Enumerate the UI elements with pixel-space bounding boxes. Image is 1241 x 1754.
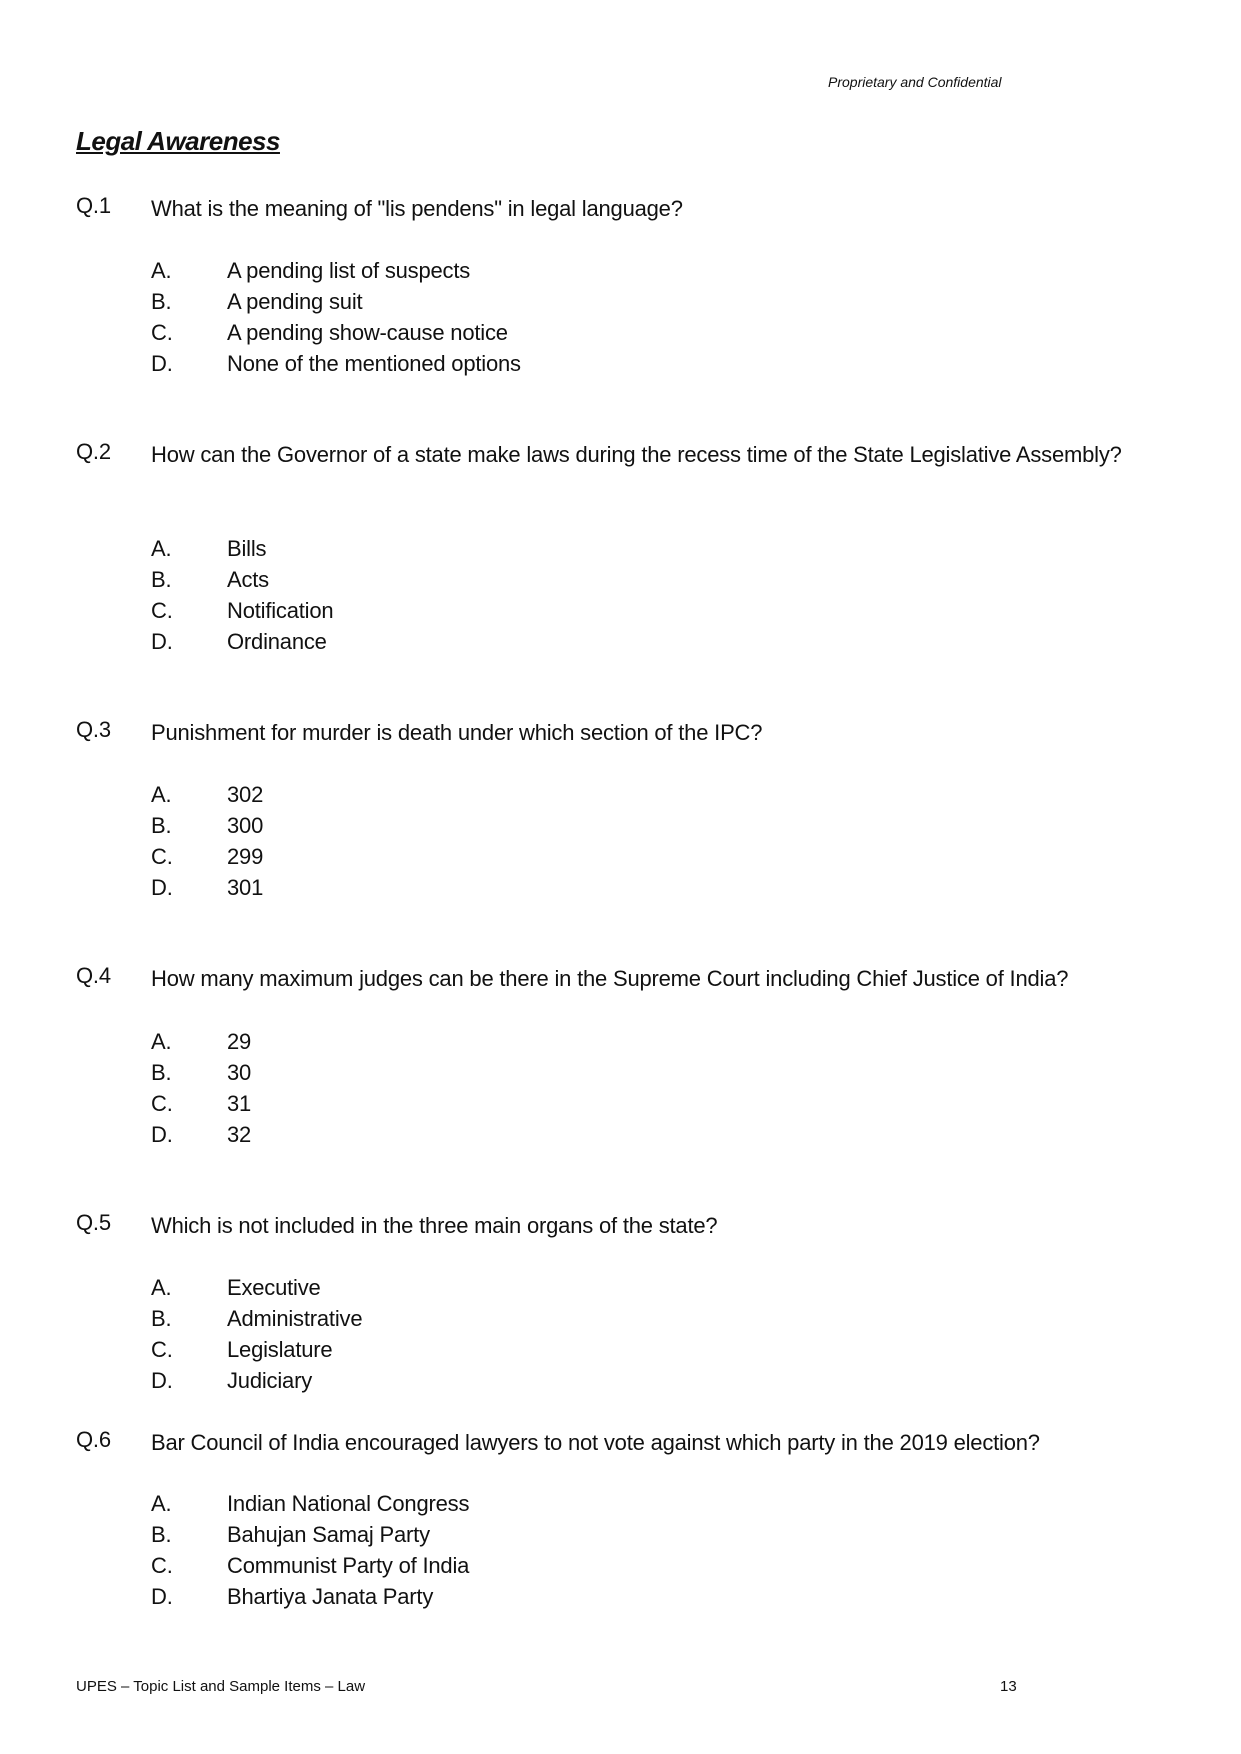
option-text: Bills — [227, 536, 267, 561]
page-header: Proprietary and Confidential — [828, 74, 1002, 90]
option-letter: D. — [151, 629, 173, 654]
question-number: Q.2 — [76, 439, 111, 464]
option-text: Executive — [227, 1275, 321, 1300]
question-number: Q.5 — [76, 1210, 111, 1235]
option-letter: D. — [151, 875, 173, 900]
question-text: How can the Governor of a state make laws during the recess time of the State Legislative Assembly? — [151, 442, 1122, 467]
option-text: Administrative — [227, 1306, 363, 1331]
option-letter: C. — [151, 1337, 173, 1362]
option-letter: C. — [151, 1091, 173, 1116]
option-letter: D. — [151, 1122, 173, 1147]
question-text: Bar Council of India encouraged lawyers to not vote against which party in the 2019 election? — [151, 1430, 1040, 1455]
option-text: 32 — [227, 1122, 252, 1147]
option-letter: D. — [151, 1584, 173, 1609]
option-text: Judiciary — [227, 1368, 313, 1393]
option-text: 29 — [227, 1029, 252, 1054]
option-letter: A. — [151, 782, 172, 807]
option-letter: B. — [151, 1306, 172, 1331]
question-text: Punishment for murder is death under which section of the IPC? — [151, 720, 763, 745]
option-text: Bahujan Samaj Party — [227, 1522, 430, 1547]
page-number: 13 — [1000, 1678, 1017, 1695]
option-text: None of the mentioned options — [227, 351, 521, 376]
option-letter: D. — [151, 351, 173, 376]
footer-text: UPES – Topic List and Sample Items – Law — [76, 1678, 366, 1695]
question-number: Q.6 — [76, 1427, 111, 1452]
option-text: 31 — [227, 1091, 252, 1116]
option-text: Notification — [227, 598, 334, 623]
option-text: 299 — [227, 844, 264, 869]
option-letter: C. — [151, 1553, 173, 1578]
option-text: Bhartiya Janata Party — [227, 1584, 434, 1609]
question-text: How many maximum judges can be there in the Supreme Court including Chief Justice of India? — [151, 966, 1069, 991]
question-text: What is the meaning of "lis pendens" in legal language? — [151, 196, 683, 221]
question-number: Q.3 — [76, 717, 111, 742]
option-text: 301 — [227, 875, 264, 900]
option-text: A pending show-cause notice — [227, 320, 508, 345]
option-text: Indian National Congress — [227, 1491, 470, 1516]
option-letter: B. — [151, 289, 172, 314]
option-letter: B. — [151, 813, 172, 838]
section-title: Legal Awareness — [76, 126, 280, 156]
option-letter: C. — [151, 844, 173, 869]
option-letter: B. — [151, 1060, 172, 1085]
option-text: A pending list of suspects — [227, 258, 471, 283]
option-text: Communist Party of India — [227, 1553, 470, 1578]
option-text: Legislature — [227, 1337, 333, 1362]
option-text: A pending suit — [227, 289, 363, 314]
option-letter: A. — [151, 1275, 172, 1300]
option-text: Ordinance — [227, 629, 327, 654]
option-letter: A. — [151, 258, 172, 283]
option-letter: A. — [151, 536, 172, 561]
question-number: Q.1 — [76, 193, 111, 218]
option-text: 302 — [227, 782, 264, 807]
option-letter: D. — [151, 1368, 173, 1393]
option-text: Acts — [227, 567, 269, 592]
option-text: 300 — [227, 813, 264, 838]
question-text: Which is not included in the three main organs of the state? — [151, 1213, 718, 1238]
option-letter: C. — [151, 320, 173, 345]
option-text: 30 — [227, 1060, 252, 1085]
option-letter: C. — [151, 598, 173, 623]
option-letter: B. — [151, 1522, 172, 1547]
question-number: Q.4 — [76, 963, 111, 988]
option-letter: B. — [151, 567, 172, 592]
option-letter: A. — [151, 1491, 172, 1516]
option-letter: A. — [151, 1029, 172, 1054]
